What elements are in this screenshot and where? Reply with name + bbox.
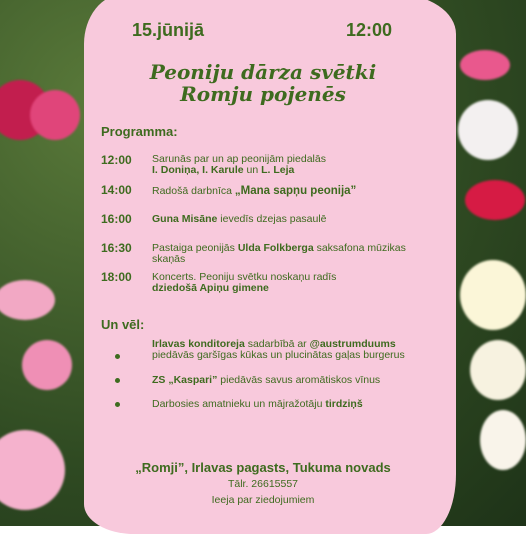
footer-phone: Tālr. 26615557 [227, 478, 299, 490]
program-desc: Sarunās par un ap peonijām piedalās I. Doniņa, I. Karule un L. Leja [152, 153, 326, 176]
program-desc: Pastaiga peonijās Ulda Folkberga saksafona mūzikas skaņās [152, 242, 406, 265]
white-peony [470, 340, 526, 400]
extra-item: Darbosies amatnieku un mājražotāju tirdziņš [152, 398, 363, 410]
pink-peony [22, 340, 72, 390]
page-title-line2: Romju pojenēs [180, 82, 346, 106]
program-time: 14:00 [101, 183, 132, 197]
extra-item: ZS „Kaspari” piedāvās savus aromātiskos vīnus [152, 374, 381, 386]
program-time: 16:30 [101, 241, 132, 255]
program-time: 12:00 [101, 153, 132, 167]
footer-location: „Romji”, Irlavas pagasts, Tukuma novads [135, 460, 391, 475]
white-peony [458, 100, 518, 160]
program-desc: Koncerts. Peoniju svētku noskaņu radīs dziedošā Apiņu gimene [152, 271, 337, 294]
program-desc: Radošā darbnīca „Mana sapņu peonija” [152, 185, 357, 197]
program-time: 16:00 [101, 212, 132, 226]
bullet-icon [115, 378, 120, 383]
pink-peony [0, 280, 55, 320]
bullet-icon [115, 402, 120, 407]
white-peony [460, 260, 526, 330]
page-title-line1: Peoniju dārza svētki [149, 60, 377, 84]
footer-entry: Ieeja par ziedojumiem [211, 494, 315, 506]
unvel-heading: Un vēl: [101, 317, 145, 332]
programma-heading: Programma: [101, 124, 178, 139]
red-peony [465, 180, 525, 220]
event-date: 15.jūnijā [132, 20, 205, 40]
extra-item: Irlavas konditoreja sadarbībā ar @austrumduums piedāvās garšīgas kūkas un plucinātas gaļas burgerus [152, 338, 405, 361]
bullet-icon [115, 354, 120, 359]
program-time: 18:00 [101, 270, 132, 284]
event-time: 12:00 [346, 20, 393, 40]
program-desc: Guna Misāne ievedīs dzejas pasaulē [152, 213, 327, 225]
